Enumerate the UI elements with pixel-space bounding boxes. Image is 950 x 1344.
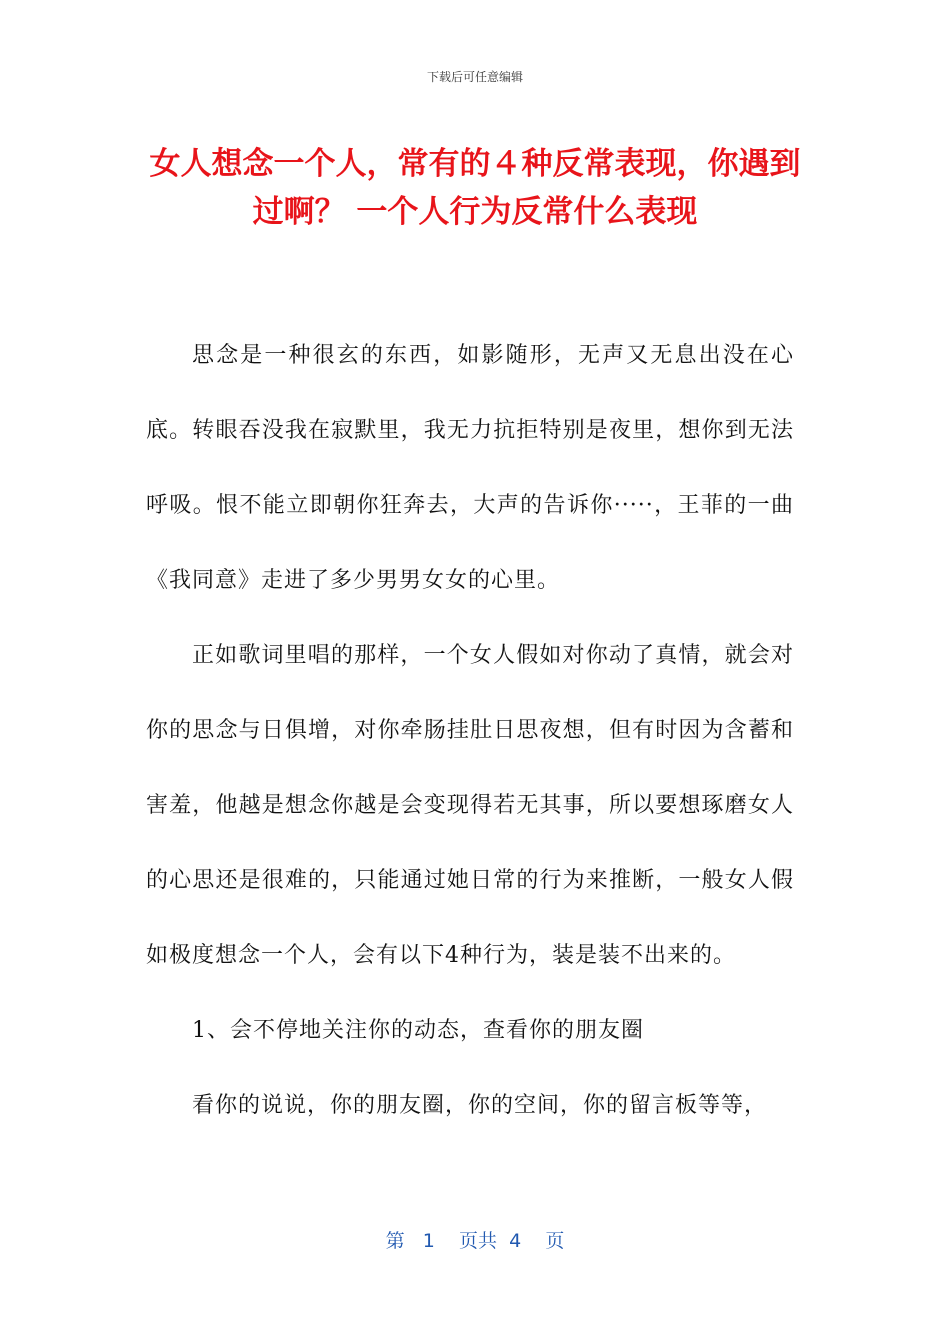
document-body xyxy=(146,318,794,1143)
section-heading: 1、会不停地关注你的动态，查看你的朋友圈 xyxy=(192,1018,644,1043)
page-label-suffix: 页 xyxy=(545,1230,565,1252)
page-label-mid: 页共 xyxy=(459,1230,498,1252)
page-label-prefix: 第 xyxy=(385,1230,405,1252)
document-title: 女人想念一个人，常有的４种反常表现，你遇到过啊？ 一个人行为反常什么表现 xyxy=(149,146,801,230)
total-pages-number: 4 xyxy=(509,1230,522,1252)
page-footer xyxy=(0,1226,950,1253)
paragraph: 正如歌词里唱的那样，一个女人假如对你动了真情，就会对你的思念与日俱增，对你牵肠挂肚日思夜想，但有时因为含蓄和害羞，他越是想念你越是会变现得若无其事，所以要想琢磨女人的心思还是很难的，只能通过她日常的行为来推断，一般女人假如极度想念一个人，会有以下4种行为，装是装不出来的。 xyxy=(146,643,794,968)
current-page-number: 1 xyxy=(422,1230,435,1252)
paragraph: 看你的说说，你的朋友圈，你的空间，你的留言板等等， xyxy=(192,1093,768,1118)
header-note: 下载后可任意编辑 xyxy=(426,70,523,84)
paragraph: 思念是一种很玄的东西，如影随形，无声又无息出没在心底。转眼吞没我在寂默里，我无力抗拒特别是夜里，想你到无法呼吸。恨不能立即朝你狂奔去，大声的告诉你·····，王菲的一曲《我同意》走进了多少男男女女的心里。 xyxy=(146,343,794,593)
